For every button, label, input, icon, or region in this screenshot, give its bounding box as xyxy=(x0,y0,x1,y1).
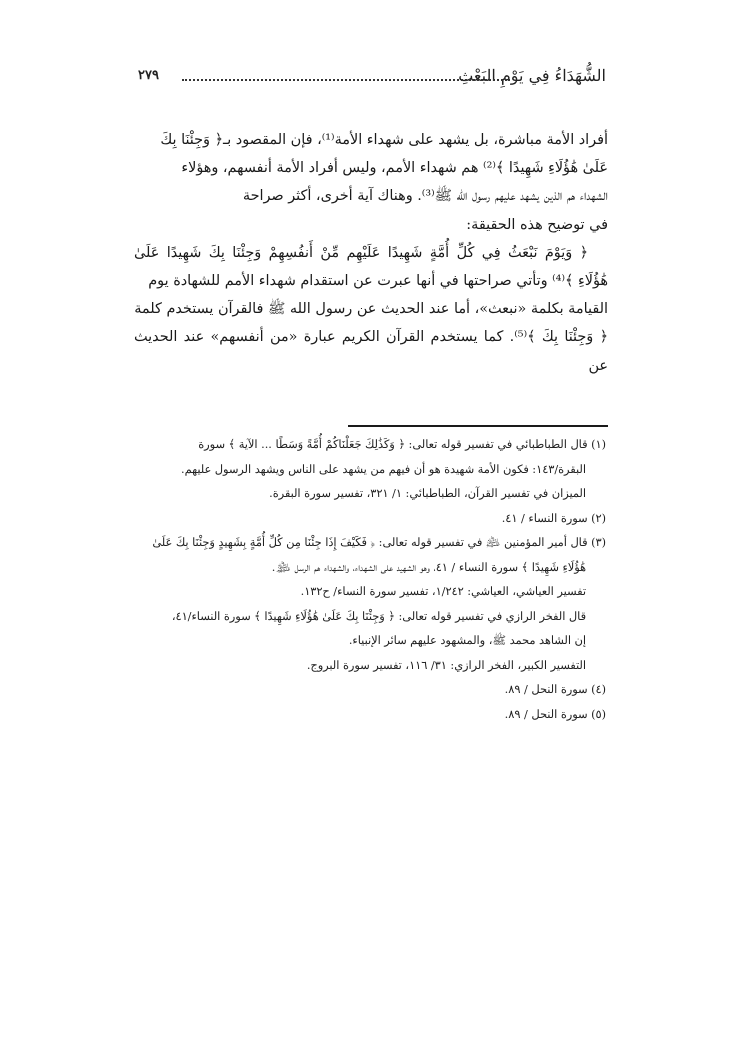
page-number: ٢٧٩ xyxy=(138,68,159,83)
footnote-line: تفسير العياشي، العياشي: ١/٢٤٢، تفسير سورة النساء/ ح١٣٢. xyxy=(300,585,586,598)
body-line: أفراد الأمة مباشرة، بل يشهد على شهداء الأمة⁽¹⁾، فإن المقصود بـ﴿ وَجِئْنَا بِكَ xyxy=(160,132,608,148)
quran-verse-line: ﴿ وَيَوْمَ نَبْعَثُ فِي كُلِّ أُمَّةٍ شَهِيدًا عَلَيْهِم مِّنْ أَنفُسِهِمْ وَجِئْنَا بِكَ شَهِيدًا عَلَىٰ xyxy=(134,244,588,261)
footnote-line: (٢) سورة النساء / ٤١. xyxy=(501,511,606,525)
body-line: عَلَىٰ هَٰؤُلَاءِ شَهِيدًا ﴾⁽²⁾ هم شهداء الأمم، وليس أفراد الأمة أنفسهم، وهؤلاء xyxy=(181,160,608,177)
footnote-line: الميزان في تفسير القرآن، الطباطبائي: ١/ ٣٢١، تفسير سورة البقرة. xyxy=(269,487,586,500)
body-line: في توضيح هذه الحقيقة: xyxy=(466,216,608,233)
footnote-line: (٥) سورة النحل / ٨٩. xyxy=(504,707,606,721)
footnote-line: التفسير الكبير، الفخر الرازي: ٣١/ ١١٦، تفسير سورة البروج. xyxy=(306,658,586,672)
footnote-separator xyxy=(348,425,608,427)
footnote-line: إن الشاهد محمد ﷺ، والمشهود عليهم سائر الإنبياء. xyxy=(348,634,586,647)
body-line: الشهداء هم الذين يشهد عليهم رسول الله ﷺ⁽³⁾. وهناك آية أخرى، أكثر صراحة xyxy=(242,188,608,205)
running-header xyxy=(138,66,606,88)
main-text xyxy=(134,126,608,380)
footnote-line: (١) قال الطباطبائي في تفسير قوله تعالى: ﴿ وَكَذَٰلِكَ جَعَلْنَاكُمْ أُمَّةً وَسَطًا ... الآية ﴾ سورة xyxy=(198,438,606,451)
footnote-line: (٤) سورة النحل / ٨٩. xyxy=(504,683,606,696)
footnote-line: (٣) قال أمير المؤمنين ﵇ في تفسير قوله تعالى: ﴿ فَكَيْفَ إِذَا جِئْنَا مِن كُلِّ أُمَّةٍ بِشَهِيدٍ وَجِئْنَا بِكَ عَلَىٰ xyxy=(152,536,606,549)
footnotes xyxy=(140,433,606,727)
dot-leader xyxy=(182,79,510,81)
body-line: ﴿ وَجِئْنَا بِكَ ﴾⁽⁵⁾. كما يستخدم القرآن الكريم عبارة «من أنفسهم» عند الحديث عن xyxy=(134,329,608,374)
footnote-line: قال الفخر الرازي في تفسير قوله تعالى: ﴿ وَجِئْنَا بِكَ عَلَىٰ هَٰؤُلَاءِ شَهِيدًا ﴾ سورة النساء/٤١، xyxy=(171,609,586,623)
running-title: الشُّهَدَاءُ فِي يَوْمِ البَعْثِ xyxy=(458,66,606,85)
body-line: القيامة بكلمة «نبعث»، أما عند الحديث عن رسول الله ﷺ فالقرآن يستخدم كلمة xyxy=(134,301,608,318)
footnote-line: البقرة/١٤٣: فكون الأمة شهيدة هو أن فيهم من يشهد على الناس ويشهد الرسول عليهم. xyxy=(181,462,586,476)
body-line: هَٰؤُلَاءِ ﴾⁽⁴⁾ وتأتي صراحتها في أنها عبرت عن استقدام شهداء الأمم للشهادة يوم xyxy=(148,273,608,290)
footnote-line: هَٰؤُلَاءِ شَهِيدًا ﴾ سورة النساء / ٤١، وهو الشهيد على الشهداء، والشهداء هم الرسل ﵈. xyxy=(271,560,586,574)
